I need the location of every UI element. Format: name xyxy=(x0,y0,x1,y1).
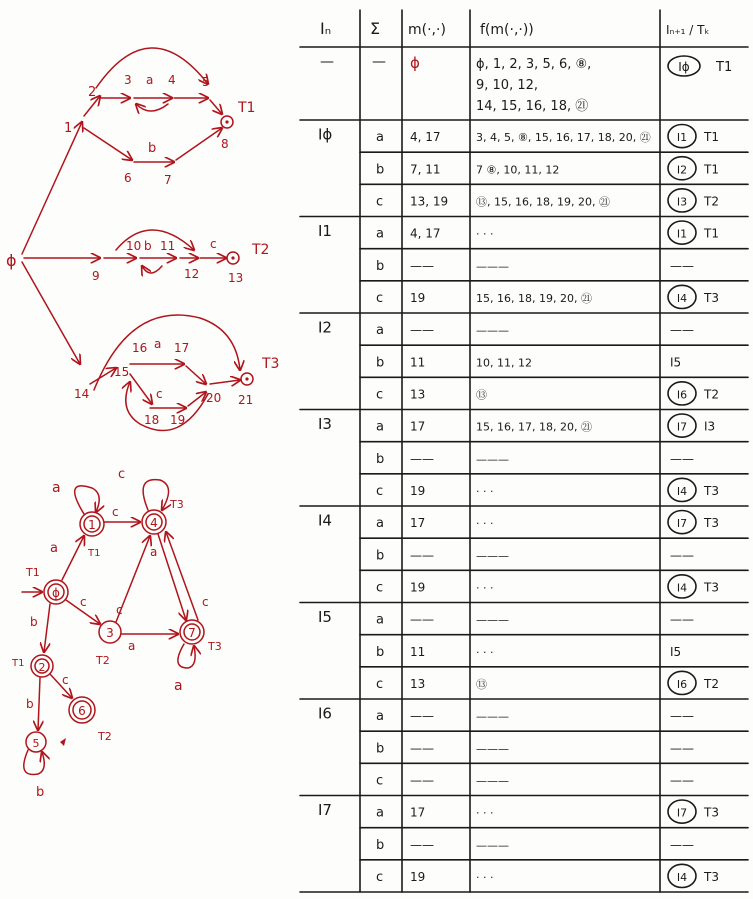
table-group-3 xyxy=(300,414,748,506)
nfa-label-b2: b xyxy=(144,239,152,253)
dfa-state-3-token: T2 xyxy=(96,654,110,667)
cell-tok: T1 xyxy=(704,226,719,241)
cell-f: ——— xyxy=(476,774,509,788)
dfa-state-4-label: 4 xyxy=(150,516,158,530)
cell-f: ——— xyxy=(476,549,509,563)
dfa-state-2-label: 2 xyxy=(38,661,46,674)
cell-tok: I3 xyxy=(704,419,716,434)
nfa-edge-19-20 xyxy=(188,392,206,406)
cell-next: I4 xyxy=(676,485,688,499)
header-sigma: Σ xyxy=(370,19,381,38)
cell-tok: T3 xyxy=(704,291,719,306)
cell-tok: T3 xyxy=(704,805,719,820)
nfa-final-21-dot xyxy=(245,377,248,380)
cell-tok: T1 xyxy=(704,162,719,177)
cell-f: ⑬ xyxy=(476,678,487,692)
nfa-label-b: b xyxy=(148,141,157,156)
dfa-state-2-token: T1 xyxy=(12,658,25,669)
cell-next: I2 xyxy=(676,163,688,177)
group-name: Iϕ xyxy=(318,125,333,144)
cell-f: · · · xyxy=(476,806,494,820)
cell-sym: a xyxy=(376,226,384,242)
cell-m: —— xyxy=(410,258,434,273)
dfa-state-1-token: T1 xyxy=(88,548,101,559)
cell-f: 15, 16, 18, 19, 20, ㉑ xyxy=(476,292,592,306)
transition-table xyxy=(300,10,748,892)
nfa-node-13: 13 xyxy=(228,271,244,285)
nfa-label-c2: c xyxy=(210,237,217,251)
cell-next: I6 xyxy=(676,388,688,402)
cell-sym: a xyxy=(376,130,384,146)
cell-sym: c xyxy=(376,291,384,307)
cell-m: —— xyxy=(410,741,434,756)
table-group-1 xyxy=(300,221,748,313)
header-f: f(m(·,·)) xyxy=(480,22,534,38)
table-group-6 xyxy=(300,704,748,795)
header-in: Iₙ xyxy=(320,19,332,38)
nfa-node-9: 9 xyxy=(92,269,100,283)
header-m: m(·,·) xyxy=(408,22,446,38)
cell-f: · · · xyxy=(476,517,494,531)
cell-tok: T2 xyxy=(704,387,719,402)
dfa-stray-mark xyxy=(60,738,66,746)
cell-m: 13 xyxy=(410,387,426,402)
row0-next: Iϕ xyxy=(678,60,690,74)
nfa-node-15: 15 xyxy=(114,365,130,379)
cell-f: 3, 4, 5, ⑧, 15, 16, 17, 18, 20, ㉑ xyxy=(476,131,651,145)
nfa-edge-7-8 xyxy=(176,128,222,160)
cell-sym: b xyxy=(376,355,385,371)
nfa-token-t3: T3 xyxy=(262,356,280,372)
cell-m: —— xyxy=(410,548,434,563)
table-group-2 xyxy=(300,318,748,409)
cell-next: I4 xyxy=(676,292,688,306)
cell-sym: a xyxy=(376,805,384,821)
nfa-node-14: 14 xyxy=(74,387,90,401)
nfa-label-a: a xyxy=(146,73,154,87)
dfa-loop-1 xyxy=(75,486,100,514)
cell-next: I1 xyxy=(676,131,688,145)
nfa-node-16: 16 xyxy=(132,341,148,355)
dfa-state-7-token: T3 xyxy=(208,640,222,653)
cell-tok: I5 xyxy=(670,644,682,659)
nfa-token-t2: T2 xyxy=(252,242,270,258)
cell-m: 17 xyxy=(410,805,426,820)
nfa-node-1: 1 xyxy=(64,121,73,136)
cell-tok: —— xyxy=(670,773,694,788)
dfa-edge-2-5 xyxy=(38,678,40,730)
cell-sym: a xyxy=(376,709,384,725)
row0-m: ϕ xyxy=(410,54,420,72)
nfa-node-10: 10 xyxy=(126,239,142,253)
cell-tok: T3 xyxy=(704,484,719,499)
cell-next: I4 xyxy=(676,871,688,885)
nfa-edge-5-8 xyxy=(210,100,222,114)
cell-f: 10, 11, 12 xyxy=(476,356,532,370)
table-group-5 xyxy=(300,608,748,699)
cell-next: I7 xyxy=(676,517,688,531)
cell-m: —— xyxy=(410,612,434,627)
nfa-node-19: 19 xyxy=(170,413,186,427)
cell-m: 11 xyxy=(410,355,426,370)
dfa-edge-2-6 xyxy=(50,674,72,698)
cell-m: —— xyxy=(410,323,434,338)
nfa-edge-start-1 xyxy=(22,122,82,254)
cell-m: —— xyxy=(410,837,434,852)
dfa-edge-phi-1-label: a xyxy=(50,541,58,556)
row0-i: — xyxy=(320,54,334,70)
cell-m: —— xyxy=(410,451,434,466)
dfa-edge-phi-2 xyxy=(44,604,50,652)
cell-sym: c xyxy=(376,773,384,789)
dfa-edge-phi-2-label: b xyxy=(30,615,38,629)
cell-sym: a xyxy=(376,323,384,339)
group-name: I2 xyxy=(318,318,332,337)
nfa-node-20: 20 xyxy=(206,391,222,405)
cell-f: · · · xyxy=(476,485,494,499)
dfa-state-3-label: 3 xyxy=(106,626,114,640)
nfa-node-7: 7 xyxy=(164,173,172,187)
dfa-loop-5 xyxy=(24,750,44,775)
cell-m: 19 xyxy=(410,291,426,306)
cell-m: 13 xyxy=(410,677,426,692)
cell-next: I3 xyxy=(676,195,688,209)
cell-f: · · · xyxy=(476,871,494,885)
cell-sym: b xyxy=(376,162,385,178)
cell-m: 19 xyxy=(410,580,426,595)
nfa-edge-15-18 xyxy=(130,374,152,404)
nfa-node-6: 6 xyxy=(124,171,132,185)
nfa-final-13-dot xyxy=(231,256,234,259)
group-name: I1 xyxy=(318,221,332,240)
cell-f: · · · xyxy=(476,645,494,659)
cell-m: 19 xyxy=(410,870,426,885)
cell-m: 4, 17 xyxy=(410,130,441,145)
cell-tok: T1 xyxy=(704,130,719,145)
cell-tok: T2 xyxy=(704,194,719,209)
cell-m: —— xyxy=(410,709,434,724)
nfa-node-21: 21 xyxy=(238,393,254,407)
cell-f: · · · xyxy=(476,227,494,241)
cell-next: I7 xyxy=(676,420,688,434)
cell-tok: —— xyxy=(670,837,694,852)
nfa-node-12: 12 xyxy=(184,267,200,281)
cell-m: 7, 11 xyxy=(410,162,441,177)
cell-f: ——— xyxy=(476,452,509,466)
cell-tok: —— xyxy=(670,709,694,724)
cell-tok: —— xyxy=(670,741,694,756)
cell-sym: c xyxy=(376,580,384,596)
cell-m: 17 xyxy=(410,516,426,531)
cell-tok: T3 xyxy=(704,516,719,531)
nfa-back-20-15 xyxy=(126,382,208,431)
cell-tok: T3 xyxy=(704,870,719,885)
dfa-edge-3-7-label: a xyxy=(128,639,136,653)
table-group-7 xyxy=(300,800,748,892)
cell-sym: b xyxy=(376,548,385,564)
dfa-edge-4-7-label: a xyxy=(150,545,158,559)
table-groups xyxy=(300,125,748,892)
nfa-back-11-10 xyxy=(142,266,162,273)
cell-f: 15, 16, 17, 18, 20, ㉑ xyxy=(476,420,592,434)
dfa-loop-4 xyxy=(143,480,168,510)
cell-sym: b xyxy=(376,258,385,274)
dfa-state-phi-label: ϕ xyxy=(52,586,60,600)
nfa-edge-start-14 xyxy=(22,262,80,364)
cell-f: 7 ⑧, 10, 11, 12 xyxy=(476,163,560,177)
dfa-edge-2-6-label: c xyxy=(62,673,69,687)
cell-m: 11 xyxy=(410,644,426,659)
dfa-edge-phi-3-label: c xyxy=(80,595,87,609)
dfa-edge-3-4-label: c xyxy=(116,603,123,617)
cell-sym: b xyxy=(376,451,385,467)
cell-tok: —— xyxy=(670,451,694,466)
nfa-node-18: 18 xyxy=(144,413,160,427)
dfa-loop-5-label: b xyxy=(36,785,45,800)
nfa-diagram xyxy=(6,48,279,431)
cell-sym: c xyxy=(376,194,384,210)
cell-f: ——— xyxy=(476,259,509,273)
nfa-token-t1: T1 xyxy=(238,100,256,116)
row0-f-line2: 9, 10, 12, xyxy=(476,78,539,93)
cell-f: ——— xyxy=(476,324,509,338)
cell-m: 13, 19 xyxy=(410,194,449,209)
dfa-loop-4-label: c xyxy=(118,467,126,482)
cell-tok: —— xyxy=(670,323,694,338)
dfa-state-1-label: 1 xyxy=(88,518,96,532)
group-name: I5 xyxy=(318,607,332,626)
dfa-edge-2-5-label: b xyxy=(26,697,34,711)
dfa-state-5-label: 5 xyxy=(32,737,40,750)
cell-next: I7 xyxy=(676,806,688,820)
cell-m: 4, 17 xyxy=(410,226,441,241)
nfa-node-11: 11 xyxy=(160,239,176,253)
nfa-label-a3: a xyxy=(154,337,162,351)
cell-f: · · · xyxy=(476,581,494,595)
nfa-node-5: 5 xyxy=(202,75,210,89)
group-name: I3 xyxy=(318,414,332,433)
group-name: I7 xyxy=(318,800,332,819)
dfa-state-6-token: T2 xyxy=(98,730,112,743)
cell-f: ⑬ xyxy=(476,388,487,402)
dfa-state-4-token: T3 xyxy=(170,498,184,511)
nfa-back-4-3 xyxy=(136,104,168,111)
cell-next: I1 xyxy=(676,227,688,241)
nfa-label-c3: c xyxy=(156,387,163,401)
cell-sym: c xyxy=(376,677,384,693)
cell-sym: a xyxy=(376,516,384,532)
cell-f: ——— xyxy=(476,613,509,627)
cell-sym: a xyxy=(376,612,384,628)
dfa-edge-7-4-label: c xyxy=(202,595,209,609)
cell-sym: a xyxy=(376,419,384,435)
cell-tok: T3 xyxy=(704,580,719,595)
group-name: I6 xyxy=(318,704,332,723)
dfa-state-phi-token: T1 xyxy=(26,566,40,579)
nfa-edge-17-20 xyxy=(186,366,206,384)
nfa-node-2: 2 xyxy=(88,85,97,100)
row0-tok: T1 xyxy=(716,60,733,75)
cell-tok: —— xyxy=(670,548,694,563)
cell-f: ——— xyxy=(476,838,509,852)
cell-m: —— xyxy=(410,773,434,788)
nfa-final-8-dot xyxy=(225,120,228,123)
row0-f-line3: 14, 15, 16, 18, ㉑ xyxy=(476,99,589,114)
dfa-state-6-label: 6 xyxy=(78,704,86,718)
dfa-edge-phi-1 xyxy=(62,536,84,580)
nfa-node-8: 8 xyxy=(221,137,229,151)
nfa-start-label: ϕ xyxy=(6,251,17,270)
nfa-edge-20-21 xyxy=(210,380,240,384)
cell-f: ⑬, 15, 16, 18, 19, 20, ㉑ xyxy=(476,195,610,209)
nfa-node-3: 3 xyxy=(124,73,132,87)
cell-tok: —— xyxy=(670,258,694,273)
cell-next: I4 xyxy=(676,581,688,595)
dfa-diagram xyxy=(11,467,222,800)
cell-tok: I5 xyxy=(670,355,682,370)
nfa-edge-1-6 xyxy=(84,128,132,160)
cell-sym: c xyxy=(376,387,384,403)
dfa-loop-7 xyxy=(178,644,195,668)
table-group-4 xyxy=(300,511,748,603)
cell-tok: —— xyxy=(670,612,694,627)
dfa-loop-7-label: a xyxy=(174,678,183,694)
cell-sym: c xyxy=(376,870,384,886)
dfa-state-7-label: 7 xyxy=(188,626,196,640)
cell-f: ——— xyxy=(476,742,509,756)
table-group-0 xyxy=(300,125,748,217)
cell-sym: b xyxy=(376,644,385,660)
cell-sym: b xyxy=(376,837,385,853)
row0-sym: — xyxy=(372,54,386,70)
header-next: Iₙ₊₁ / Tₖ xyxy=(666,23,710,37)
nfa-node-4: 4 xyxy=(168,73,176,87)
cell-f: ——— xyxy=(476,710,509,724)
cell-sym: c xyxy=(376,484,384,500)
dfa-edge-1-4-label: c xyxy=(112,505,119,519)
group-name: I4 xyxy=(318,511,332,530)
cell-m: 17 xyxy=(410,419,426,434)
cell-m: 19 xyxy=(410,484,426,499)
cell-tok: T2 xyxy=(704,677,719,692)
cell-sym: b xyxy=(376,741,385,757)
dfa-loop-1-label: a xyxy=(52,480,61,496)
nfa-node-17: 17 xyxy=(174,341,190,355)
cell-next: I6 xyxy=(676,678,688,692)
row0-f-line1: ϕ, 1, 2, 3, 5, 6, ⑧, xyxy=(476,57,592,72)
